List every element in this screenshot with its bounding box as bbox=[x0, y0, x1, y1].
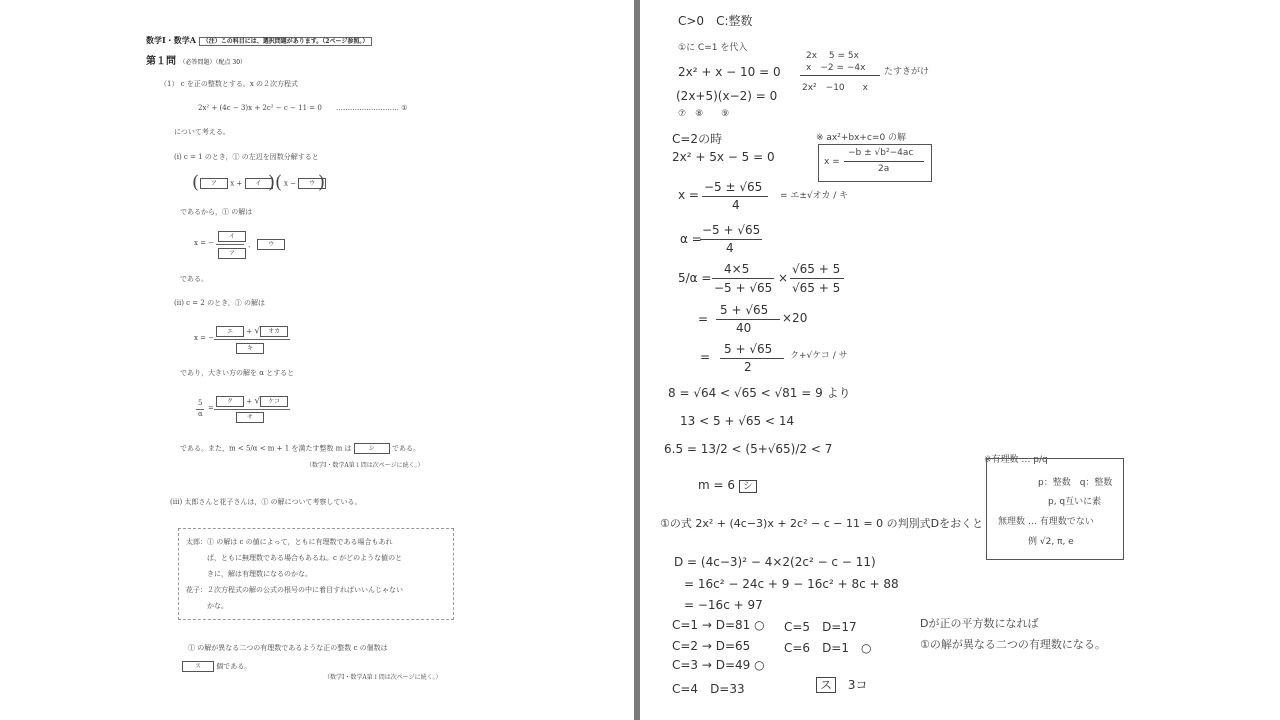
part-subtitle: （必答問題）（配点 30） bbox=[179, 59, 247, 66]
answer-box-u[interactable]: ウ bbox=[298, 178, 326, 189]
note-discriminant-1: D = (4c−3)² − 4×2(2c² − c − 11) bbox=[674, 555, 876, 569]
rational-title: ※有理数 … p/q bbox=[984, 455, 1048, 465]
tasuki-row-2: x −2 = −4x bbox=[806, 63, 866, 73]
dialog-line-4: 花子：２次方程式の解の公式の根号の中に着目すればいいんじゃない bbox=[186, 586, 403, 594]
note-markers: ⑦ ⑧ ⑨ bbox=[678, 109, 730, 119]
factor-expression bbox=[200, 178, 273, 189]
answer-box-oka[interactable]: オカ bbox=[260, 326, 288, 337]
answer-box-sa[interactable]: サ bbox=[236, 412, 264, 423]
note-substitute: ①に C=1 を代入 bbox=[678, 43, 748, 53]
answer-box-a[interactable]: ア bbox=[200, 178, 228, 189]
formula-numerator: −b ± √b²−4ac bbox=[848, 148, 914, 158]
answer-box-u-2[interactable]: ウ bbox=[257, 239, 285, 250]
x-label: x bbox=[230, 179, 235, 188]
five-over-alpha-num: 5 bbox=[198, 399, 203, 407]
m-condition: である。また，m < 5/α < m + 1 を満たす整数 m は シ である。 bbox=[180, 444, 420, 453]
note-discriminant-intro: ①の式 2x² + (4c−3)x + 2c² − c − 11 = 0 の判別式Dをおくと bbox=[660, 517, 984, 530]
note-factored: (2x+5)(x−2) = 0 bbox=[676, 89, 778, 103]
c-row-4: C=4 D=33 bbox=[672, 682, 745, 696]
d-note-1: Dが正の平方数になれば bbox=[920, 617, 1039, 630]
c-row-6: C=6 D=1 ○ bbox=[784, 641, 872, 655]
note-equation-c2: 2x² + 5x − 5 = 0 bbox=[672, 150, 775, 164]
c-row-3: C=3 → D=49 ○ bbox=[672, 658, 765, 672]
d-note-2: ①の解が異なる二つの有理数になる。 bbox=[920, 638, 1106, 651]
note-c2: C=2の時 bbox=[672, 132, 723, 146]
factor-expression-2: x − ウ bbox=[284, 178, 326, 189]
frac-bottom-box[interactable]: ア bbox=[218, 248, 246, 259]
formula-title: ※ ax²+bx+c=0 の解 bbox=[816, 133, 907, 143]
note-discriminant-2: = 16c² − 24c + 9 − 16c² + 8c + 88 bbox=[684, 577, 899, 591]
exam-page: 数学Ⅰ・数学A （注）この科目には、選択問題があります。（2ページ参照。） 第１問 （必答問題）（配点 30） （1） c を正の整数とする。x の２次方程式 2x² + (4c − 3)x + 2c² − c − 11 = 0 ……………………… ① について考える。 (i) c = 1 のとき，① の左辺を因数分解すると ( ア x + イ )( x − ウ ) であるから，① の解は x = − イ ア ， ウ である。 (ii) c = 2 のとき，① の解は x = − エ + √ オカ キ であり，大きい方の解を α とすると 5 α = ク + √ ケコ サ である。また，m < 5/α < m + 1 を満たす整数 m は シ である。 （数学Ⅰ・数学A第１問は次ページに続く。） (iii) 太郎さんと花子さんは，① の解について考察している。 太郎：① の解は c の値によって，ともに有理数である場合もあれ ば，ともに無理数である場合もあるね。c がどのような値のと きに，解は有理数になるのかな。 花子：２次方程式の解の公式の根号の中に着目すればいいんじゃない かな。 ① の解が異なる二つの有理数であるような正の整数 c の個数は ス 個である。 （数学Ⅰ・数学A第１問は次ページに続く。） bbox=[0, 0, 634, 720]
sub-question-2: (ii) c = 2 のとき，① の解は bbox=[174, 299, 266, 307]
continue-note-1: （数学Ⅰ・数学A第１問は次ページに続く。） bbox=[306, 462, 424, 469]
therefore-text: であるから，① の解は bbox=[180, 208, 253, 216]
tasuki-note: たすきがけ bbox=[884, 67, 930, 77]
note-discriminant-3: = −16c + 97 bbox=[684, 598, 763, 612]
alpha-answer-hint: ク+√ケコ / サ bbox=[790, 351, 848, 361]
s1-end: である。 bbox=[180, 275, 208, 283]
plus-sign: + bbox=[236, 179, 243, 188]
answer-box-ki[interactable]: キ bbox=[236, 343, 264, 354]
c-row-5: C=5 D=17 bbox=[784, 620, 857, 634]
x-equals: x = − bbox=[194, 239, 215, 247]
dialog-line-2: ば，ともに無理数である場合もあるね。c がどのような値のと bbox=[186, 554, 403, 562]
formula-denominator: 2a bbox=[878, 164, 890, 174]
notes-page: C>0 C:整数 ①に C=1 を代入 2x² + x − 10 = 0 (2x+5)(x−2) = 0 ⑦ ⑧ ⑨ 2x 5 = 5x x −2 = −4x 2x² −10 x たすきがけ C=2の時 2x² + 5x − 5 = 0 ※ ax²+bx+c=0 の解 x = −b ± √b²−4ac 2a x = −5 ± √65 4 = エ±√オカ / キ α = −5 + √65 4 5/α = 4×5 −5 + √65 × √65 + 5 √65 + 5 = 5 + √65 40 ×20 = 5 + √65 2 ク+√ケコ / サ 8 = √64 < √65 < √81 = 9 より 13 < 5 + √65 < 14 6.5 = 13/2 < (5+√65)/2 < 7 m = 6 シ ※有理数 … p/q p：整数 q：整数 p, q互いに素 無理数 … 有理数でない 例 √2, π, e ①の式 2x² + (4c−3)x + 2c² − c − 11 = 0 の判別式Dをおくと D = (4c−3)² − 4×2(2c² − c − 11) = 16c² − 24c + 9 − 16c² + 8c + 88 = −16c + 97 C=1 → D=81 ○ C=2 → D=65 C=3 → D=49 ○ C=4 D=33 C=5 D=17 C=6 D=1 ○ Dが正の平方数になれば ①の解が異なる二つの有理数になる。 ス 3コ bbox=[640, 0, 1280, 720]
note-sqrt-bounds: 8 = √64 < √65 < √81 = 9 より bbox=[668, 386, 851, 400]
dialog-line-3: きに，解は有理数になるのかな。 bbox=[186, 570, 312, 578]
final-answer: ス 3コ bbox=[816, 676, 867, 693]
dialog-line-1: 太郎：① の解は c の値によって，ともに有理数である場合もあれ bbox=[186, 538, 393, 546]
answer-box-su[interactable]: ス bbox=[182, 661, 214, 672]
equation-1: 2x² + (4c − 3)x + 2c² − c − 11 = 0 bbox=[198, 104, 322, 112]
five-over-alpha-den: α bbox=[198, 410, 203, 418]
exam-header: 数学Ⅰ・数学A （注）この科目には、選択問題があります。（2ページ参照。） bbox=[146, 35, 372, 46]
sub-question-3: (iii) 太郎さんと花子さんは，① の解について考察している。 bbox=[170, 498, 362, 506]
answer-box-keko[interactable]: ケコ bbox=[260, 396, 288, 407]
question-1: （1） c を正の整数とする。x の２次方程式 bbox=[160, 80, 298, 88]
x-equals-2: x = − bbox=[194, 334, 215, 342]
note-c-condition: C>0 C:整数 bbox=[678, 14, 753, 28]
note-inequality-1: 13 < 5 + √65 < 14 bbox=[680, 414, 795, 428]
continue-note-2: （数学Ⅰ・数学A第１問は次ページに続く。） bbox=[324, 674, 442, 681]
consider-text: について考える。 bbox=[174, 128, 230, 136]
tasuki-row-1: 2x 5 = 5x bbox=[806, 51, 859, 61]
sub-question-1: (i) c = 1 のとき，① の左辺を因数分解すると bbox=[174, 153, 319, 161]
final-question: ① の解が異なる二つの有理数であるような正の整数 c の個数は bbox=[188, 644, 388, 652]
alpha-denominator: 4 bbox=[726, 241, 734, 255]
frac-top-box[interactable]: イ bbox=[218, 231, 246, 242]
root-answer-hint: = エ±√オカ / キ bbox=[780, 191, 849, 201]
note-equation-c1: 2x² + x − 10 = 0 bbox=[678, 65, 781, 79]
root-denominator: 4 bbox=[732, 198, 740, 212]
equation-number: ……………………… ① bbox=[336, 104, 408, 112]
final-end: 個である。 bbox=[216, 662, 252, 671]
exam-header-badge: （注）この科目には、選択問題があります。（2ページ参照。） bbox=[199, 37, 373, 46]
alpha-numerator: −5 + √65 bbox=[702, 223, 761, 237]
note-m-answer: m = 6 シ bbox=[698, 477, 757, 492]
c-row-1: C=1 → D=81 ○ bbox=[672, 618, 765, 632]
dialog-line-5: かな。 bbox=[186, 602, 228, 610]
answer-box-ku[interactable]: ク bbox=[216, 396, 244, 407]
part-title: 第１問 （必答問題）（配点 30） bbox=[146, 56, 247, 67]
answer-box-shi[interactable]: シ bbox=[354, 443, 390, 454]
largest-root-text: であり，大きい方の解を α とすると bbox=[180, 369, 295, 377]
answer-box-i[interactable]: イ bbox=[245, 178, 273, 189]
final-answer-box: ス bbox=[816, 677, 836, 693]
tasuki-row-3: 2x² −10 x bbox=[802, 83, 868, 93]
note-m-box: シ bbox=[739, 480, 757, 493]
note-inequality-2: 6.5 = 13/2 < (5+√65)/2 < 7 bbox=[664, 442, 833, 456]
root-numerator: −5 ± √65 bbox=[704, 180, 763, 194]
c-row-2: C=2 → D=65 bbox=[672, 639, 751, 653]
answer-box-e[interactable]: エ bbox=[216, 326, 244, 337]
